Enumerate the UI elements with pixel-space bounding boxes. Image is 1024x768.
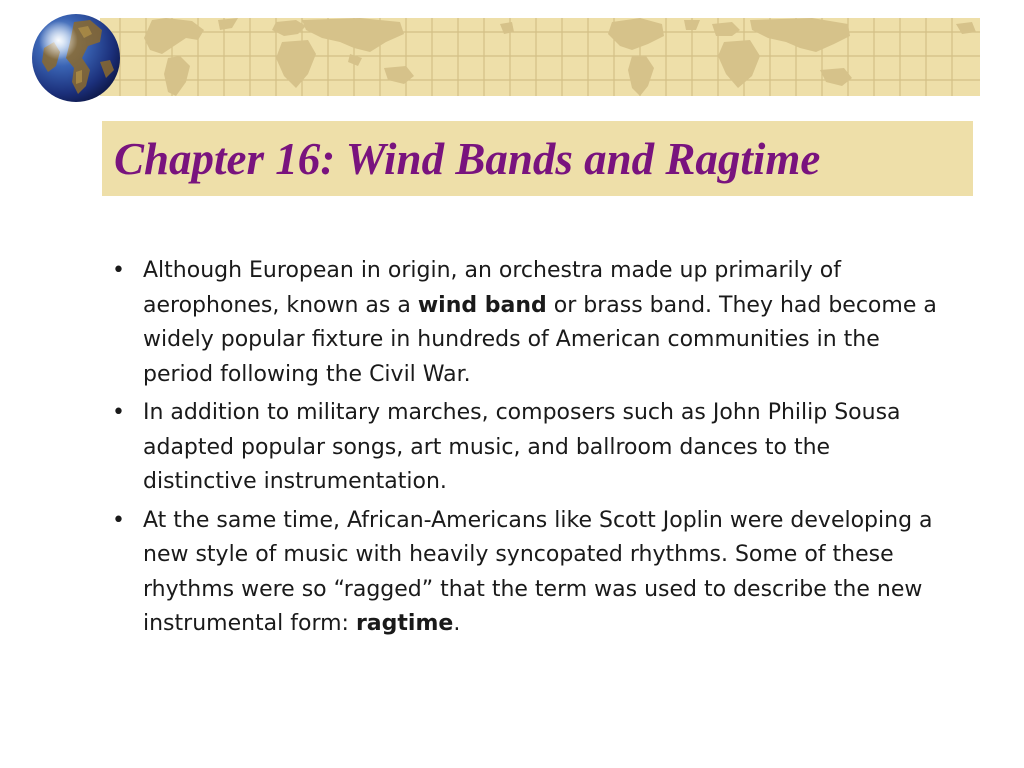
- world-map-graphic: [100, 18, 980, 96]
- slide-title: Chapter 16: Wind Bands and Ragtime: [114, 134, 821, 184]
- bullet-text: Although European in origin, an orchestra made up primarily of aerophones, known as a: [143, 258, 841, 318]
- world-map-banner: [100, 18, 980, 96]
- title-box: [102, 121, 973, 196]
- bullet-item: [112, 504, 942, 642]
- bullet-marker: •: [112, 258, 125, 283]
- bullet-item: [112, 254, 942, 392]
- bullet-text: At the same time, African-Americans like Scott Joplin were developing a new style of music with heavily syncopated rhythms. Some of these rhythms were so “ragged” that the term was used to describe the new instrumental form:: [143, 507, 933, 636]
- bullet-item: [112, 396, 942, 500]
- bold-term-ragtime: ragtime: [355, 611, 454, 636]
- bullet-marker: •: [112, 400, 125, 425]
- bullet-list: [112, 254, 942, 646]
- globe-icon: [30, 12, 122, 104]
- bullet-text: or brass band. They had become a widely popular fixture in hundreds of American communities in the period following the Civil War.: [143, 292, 937, 387]
- bold-term-wind-band: wind band: [417, 292, 547, 318]
- bullet-marker: •: [112, 507, 125, 533]
- bullet-text: In addition to military marches, composers such as John Philip Sousa adapted popular songs, art music, and ballroom dances to the distinctive instrumentation.: [143, 400, 901, 494]
- bullet-text: .: [453, 611, 461, 636]
